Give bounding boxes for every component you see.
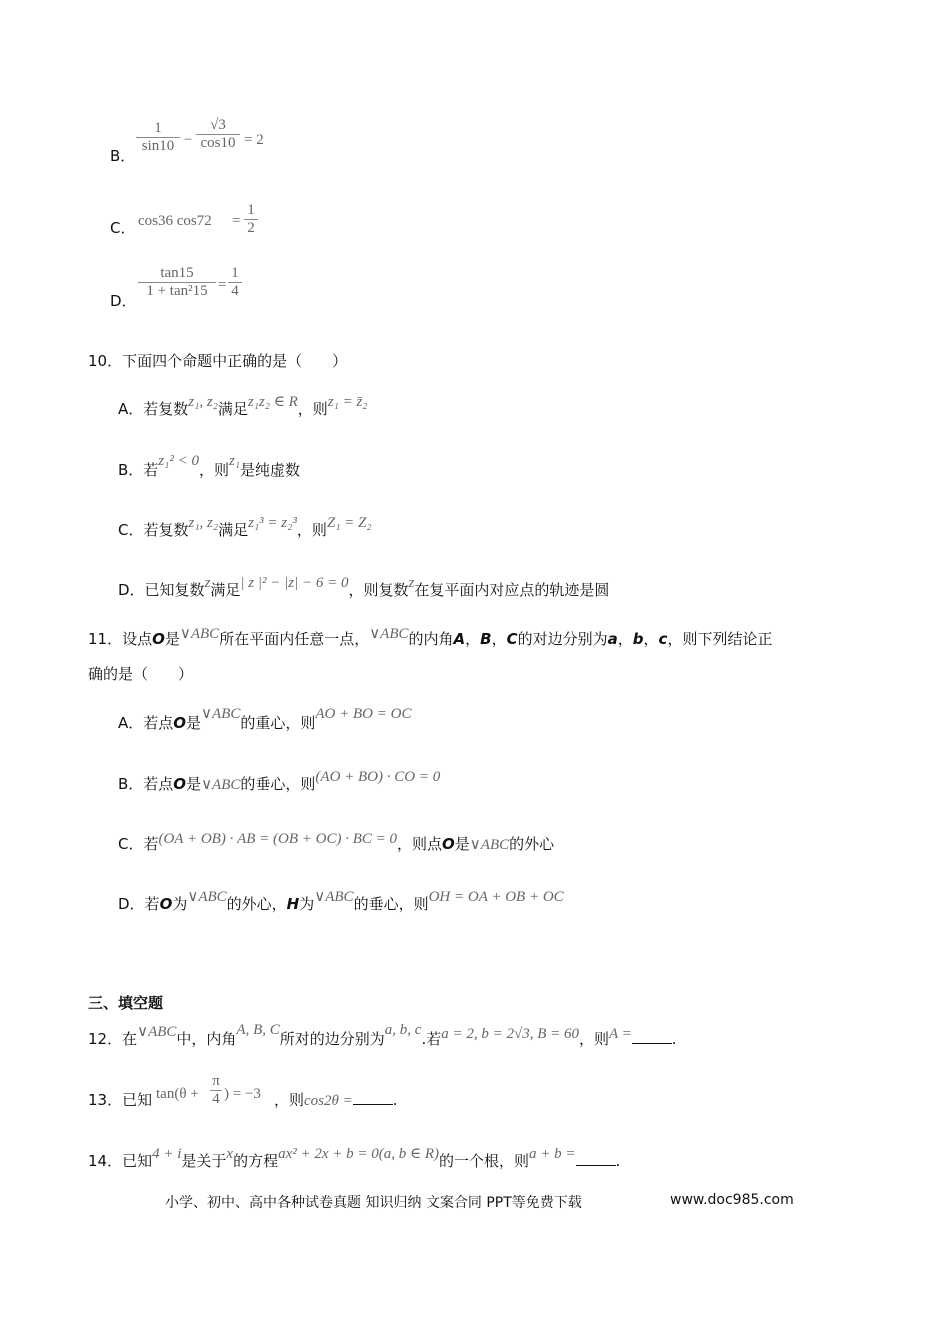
q9-b-rhs: = 2 [244, 132, 264, 148]
q11-stem-line2: 确的是（ ） [88, 665, 194, 683]
q10-option-a: A．若复数z₁, z₂满足z₁z₂ ∈ R，则z₁ = z̄₂ [118, 394, 368, 418]
q14-answer-blank[interactable] [576, 1151, 616, 1166]
footer-text: 小学、初中、高中各种试卷真题 知识归纳 文案合同 PPT等免费下载 [165, 1195, 582, 1211]
q14: 14．已知4 + i是关于x的方程ax² + 2x + b = 0(a, b ∈ R)的一个根，则a + b = . [88, 1146, 621, 1170]
q13-pi-fraction: π 4 [210, 1073, 222, 1108]
q13-prefix: 13．已知 [88, 1091, 153, 1109]
q11-option-a: A．若点O是∨ABC的重心，则AO + BO = OC [118, 706, 412, 732]
q9-option-b-label: B． [110, 147, 136, 165]
q10-stem: 10．下面四个命题中正确的是（ ） [88, 352, 348, 370]
q12: 12．在∨ABC中，内角A, B, C所对的边分别为a, b, c.若a = 2, b = 2√3, B = 60，则A = . [88, 1022, 677, 1048]
q13-mid: ，则cos2θ = . [274, 1091, 398, 1109]
q13-tan-close: ) = −3 [224, 1086, 261, 1102]
q9-d-eq: = [218, 277, 227, 293]
q9-option-d-label: D． [110, 292, 137, 310]
section-title-fill-in: 三、填空题 [88, 994, 164, 1012]
q11-option-c: C．若(OA + OB) · AB = (OB + OC) · BC = 0，则点O是∨ABC的外心 [118, 831, 555, 853]
q11-stem-line1: 11．设点O是∨ABC所在平面内任意一点，∨ABC的内角A，B，C的对边分别为a，b，c，则下列结论正 [88, 626, 773, 648]
q11-option-b: B．若点O是∨ABC的垂心，则(AO + BO) · CO = 0 [118, 769, 441, 793]
footer-url[interactable]: www.doc985.com [670, 1192, 794, 1208]
q9-c-eq: = [232, 213, 241, 229]
q10-option-d: D．已知复数z满足| z |² − |z| − 6 = 0，则复数z在复平面内对应点的轨迹是圆 [118, 575, 610, 599]
q9-b-fraction-1: 1 sin10 [136, 120, 180, 155]
q9-c-fraction: 1 2 [244, 202, 258, 237]
q12-answer-blank[interactable] [632, 1029, 672, 1044]
q9-d-fraction: tan15 1 + tan²15 [138, 265, 216, 300]
q9-c-expr: cos36 cos72 [138, 213, 212, 229]
q10-option-c: C．若复数z₁, z₂满足z₁³ = z₂³，则Z₁ = Z₂ [118, 515, 372, 539]
q9-b-minus: − [184, 132, 193, 148]
q9-b-fraction-2: √3 cos10 [196, 117, 240, 152]
q11-option-d: D．若O为∨ABC的外心，H为∨ABC的垂心，则OH = OA + OB + OC [118, 889, 564, 913]
q13-answer-blank[interactable] [353, 1090, 393, 1105]
q10-option-b: B．若z₁² < 0，则z₁是纯虚数 [118, 453, 301, 479]
q13-tan-open: tan(θ + [156, 1086, 199, 1102]
q9-option-c-label: C． [110, 219, 136, 237]
q9-d-rhs-fraction: 1 4 [228, 265, 242, 300]
